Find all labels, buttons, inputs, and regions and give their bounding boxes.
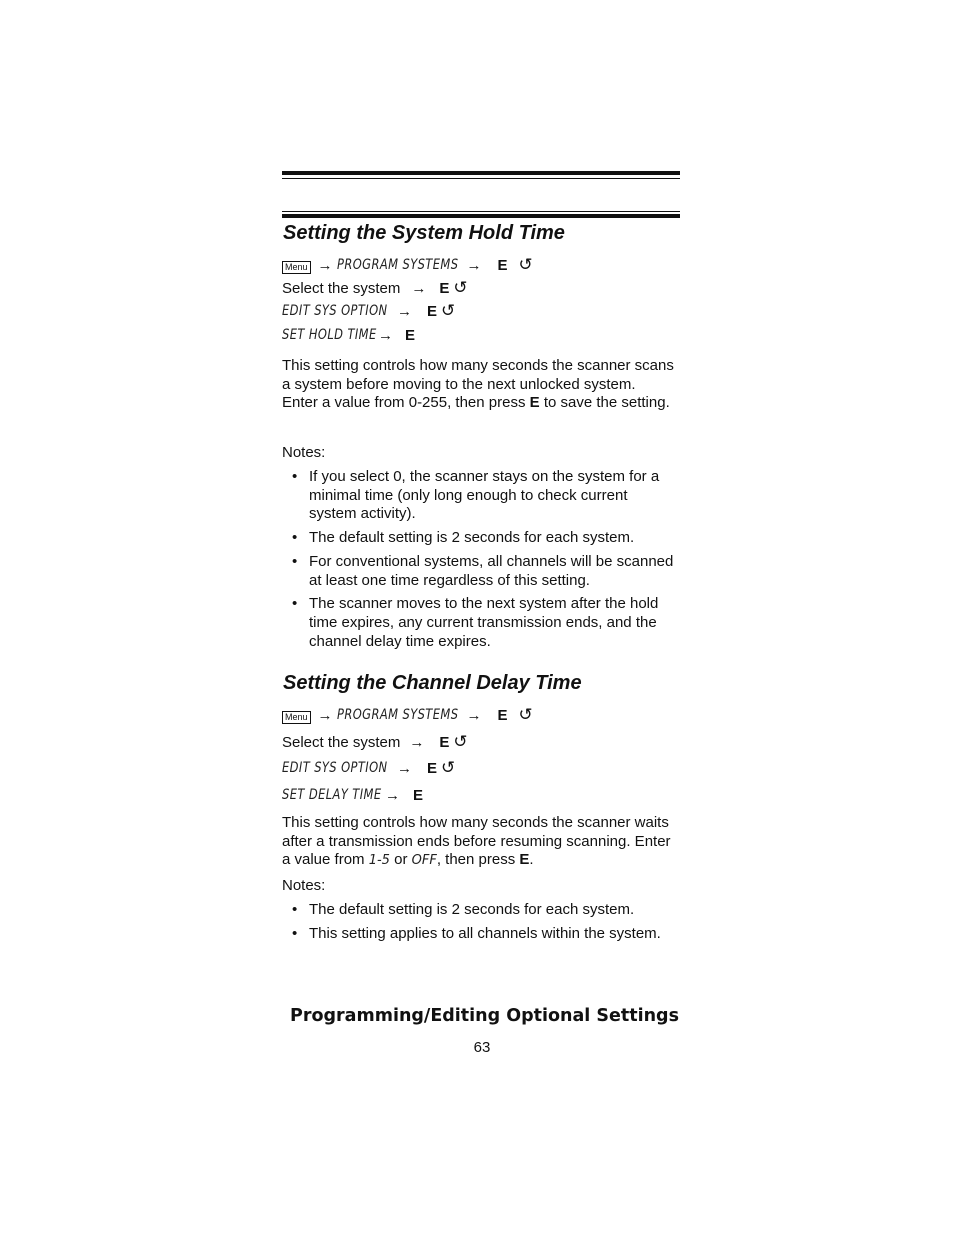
footer-section-title: Programming/Editing Optional Settings [290, 1006, 679, 1026]
rotate-icon: ↺ [518, 705, 533, 724]
rotate-icon: ↺ [518, 255, 533, 274]
rotate-icon: ↺ [441, 301, 456, 320]
arrow-right-icon: → [409, 733, 425, 751]
lcd-program-systems: PROGRAM SYSTEMS [336, 707, 458, 723]
rotate-icon: ↺ [453, 732, 468, 751]
select-system-text: Select the system [282, 733, 401, 751]
section-title-hold-time: Setting the System Hold Time [283, 222, 565, 244]
arrow-right-icon: → [317, 706, 333, 724]
list-item: • This setting applies to all channels within the system. [292, 924, 661, 942]
hold-time-description: This setting controls how many seconds the scanner scans a system before moving to the next unlocked system. Enter a value from 0-255, then press E to save the setting. [282, 357, 674, 412]
e-key: E [405, 326, 416, 344]
e-key: E [427, 302, 438, 320]
lcd-set-delay-time: SET DELAY TIME [282, 787, 382, 803]
arrow-right-icon: → [466, 256, 482, 274]
section-rule-thick [282, 214, 680, 218]
step-set-delay-time [282, 784, 423, 806]
notes-label: Notes: [282, 444, 326, 461]
lcd-program-systems: PROGRAM SYSTEMS [336, 257, 458, 273]
step-edit-sys-option [282, 757, 455, 779]
delay-time-description: This setting controls how many seconds the scanner waits after a transmission ends before resuming scanning. Enter a value from 1-5 or OFF, then press E. [282, 814, 671, 869]
e-key: E [439, 733, 450, 751]
rotate-icon: ↺ [441, 758, 456, 777]
e-key: E [497, 256, 508, 274]
hold-time-notes-list [292, 468, 678, 651]
e-key: E [439, 279, 450, 297]
list-item: • The default setting is 2 seconds for each system. [292, 529, 635, 547]
delay-time-notes-list [292, 901, 678, 943]
list-item: • The default setting is 2 seconds for each system. [292, 901, 635, 918]
list-item: • The scanner moves to the next system after the hold time expires, any current transmission ends, and the channel delay time expires. [292, 595, 659, 650]
arrow-right-icon: → [397, 759, 412, 777]
e-key: E [427, 759, 438, 777]
arrow-right-icon: → [317, 256, 333, 274]
header-rule-thick [282, 171, 680, 175]
section-rule-thin [282, 211, 680, 212]
arrow-right-icon: → [385, 786, 400, 804]
select-system-text: Select the system [282, 279, 401, 297]
lcd-set-hold-time: SET HOLD TIME [282, 327, 377, 343]
e-key: E [497, 706, 508, 724]
arrow-right-icon: → [466, 706, 482, 724]
list-item: • If you select 0, the scanner stays on the system for a minimal time (only long enough to check current system activity). [292, 468, 660, 523]
step-menu-program-systems [282, 254, 533, 276]
section-title-delay-time: Setting the Channel Delay Time [283, 672, 582, 694]
step-set-hold-time [282, 324, 415, 346]
arrow-right-icon: → [411, 279, 427, 297]
step-select-system [282, 731, 468, 753]
list-item: • For conventional systems, all channels will be scanned at least one time regardless of this setting. [292, 552, 674, 589]
lcd-edit-sys-option: EDIT SYS OPTION [282, 303, 388, 319]
e-key: E [413, 786, 424, 804]
step-menu-program-systems [282, 704, 533, 726]
header-rule-thin [282, 178, 680, 179]
arrow-right-icon: → [378, 326, 393, 344]
step-edit-sys-option [282, 300, 455, 322]
arrow-right-icon: → [397, 302, 412, 320]
notes-label: Notes: [282, 877, 326, 894]
menu-key-icon: Menu [282, 261, 311, 274]
page-number: 63 [473, 1039, 491, 1056]
rotate-icon: ↺ [453, 278, 468, 297]
lcd-edit-sys-option: EDIT SYS OPTION [282, 760, 388, 776]
menu-key-icon: Menu [282, 711, 311, 724]
step-select-system [282, 277, 468, 299]
